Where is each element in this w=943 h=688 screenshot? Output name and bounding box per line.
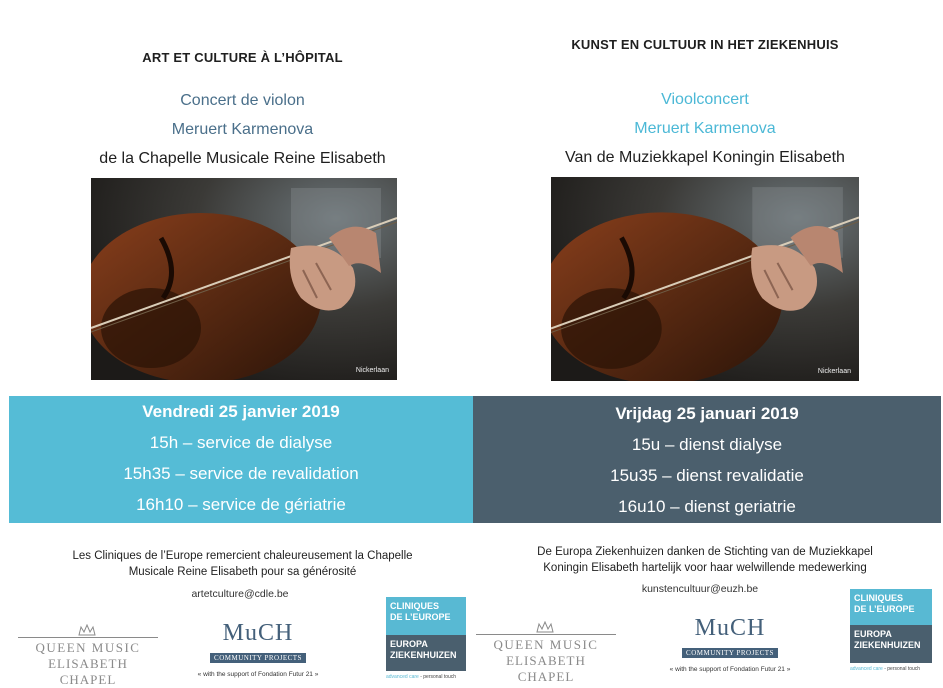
left-thanks-line-1: Les Cliniques de l’Europe remercient chaleureusement la Chapelle: [72, 550, 413, 562]
left-performer: Meruert Karmenova: [171, 121, 314, 138]
cdle-tag-a: advanced care: [850, 666, 883, 672]
queen-logo-rule: [18, 637, 158, 638]
left-violin-photo: [91, 178, 397, 380]
queen-logo-line-2: ELISABETH CHAPEL: [506, 653, 586, 684]
left-session-2: 15h35 – service de revalidation: [123, 464, 359, 483]
cdle-tag-b: - personal touch: [418, 674, 457, 680]
left-cdle-logo: [386, 597, 466, 680]
cdle-bottom-block: [386, 635, 466, 671]
cdle-tagline: [850, 663, 932, 672]
cdle-top-line-1: CLINIQUES: [854, 593, 904, 603]
left-schedule-band: [9, 396, 473, 523]
right-session-3: 16u10 – dienst geriatrie: [618, 497, 796, 516]
left-email-link[interactable]: artetculture@cdle.be: [191, 588, 289, 600]
right-queen-music-logo: [476, 625, 616, 685]
cdle-bottom-block: [850, 625, 932, 663]
violin-illustration: [91, 178, 397, 380]
right-violin-photo: [551, 177, 859, 381]
right-session-1: 15u – dienst dialyse: [631, 435, 783, 454]
crown-icon: [536, 621, 554, 633]
left-queen-music-logo: [18, 628, 158, 688]
queen-logo-line-1: QUEEN MUSIC: [493, 637, 599, 652]
much-title: MuCH: [694, 615, 766, 641]
right-subtitle: Van de Muziekkapel Koningin Elisabeth: [565, 149, 845, 166]
queen-logo-line-1: QUEEN MUSIC: [35, 640, 141, 655]
much-support: « with the support of Fondation Futur 21 »: [197, 671, 319, 678]
cdle-bottom-line-1: EUROPA: [854, 629, 892, 639]
left-session-1: 15h – service de dialyse: [149, 433, 333, 452]
left-subtitle: de la Chapelle Musicale Reine Elisabeth: [99, 150, 386, 167]
right-session-2: 15u35 – dienst revalidatie: [610, 466, 804, 485]
crown-icon: [78, 624, 96, 636]
left-thanks-line-2: Musicale Reine Elisabeth pour sa générosité: [128, 566, 357, 578]
left-date: Vendredi 25 janvier 2019: [142, 402, 340, 421]
much-subtitle: COMMUNITY PROJECTS: [682, 648, 778, 658]
right-cdle-logo: [850, 589, 932, 672]
left-photo-credit: Nickerlaan: [355, 367, 389, 374]
cdle-bottom-line-2: ZIEKENHUIZEN: [390, 650, 457, 660]
cdle-top-block: [386, 597, 466, 635]
right-thanks-line-1: De Europa Ziekenhuizen danken de Stichting van de Muziekkapel: [537, 546, 873, 558]
right-email-link[interactable]: kunstencultuur@euzh.be: [641, 583, 759, 595]
cdle-bottom-line-1: EUROPA: [390, 639, 428, 649]
right-thanks-line-2: Koningin Elisabeth hartelijk voor haar welwillende medewerking: [543, 562, 867, 574]
cdle-tag-b: - personal touch: [882, 666, 921, 672]
much-support: « with the support of Fondation Futur 21 »: [669, 666, 791, 673]
much-subtitle: COMMUNITY PROJECTS: [210, 653, 306, 663]
right-schedule-band: [473, 396, 941, 523]
cdle-tagline: [386, 671, 466, 680]
right-much-logo: [655, 615, 805, 673]
right-concert-title: Vioolconcert: [661, 91, 749, 108]
right-performer: Meruert Karmenova: [634, 120, 776, 137]
cdle-top-line-1: CLINIQUES: [390, 601, 440, 611]
left-thanks: [20, 548, 465, 580]
right-date: Vrijdag 25 januari 2019: [615, 404, 799, 423]
cdle-top-line-2: DE L’EUROPE: [854, 604, 915, 614]
violin-illustration: [551, 177, 859, 381]
right-photo-credit: Nickerlaan: [817, 368, 851, 375]
cdle-bottom-line-2: ZIEKENHUIZEN: [854, 640, 921, 650]
left-session-3: 16h10 – service de gériatrie: [136, 495, 346, 514]
cdle-top-line-2: DE L’EUROPE: [390, 612, 451, 622]
much-title: MuCH: [222, 620, 294, 646]
queen-logo-rule: [476, 634, 616, 635]
right-heading: KUNST EN CULTUUR IN HET ZIEKENHUIS: [571, 37, 839, 52]
queen-logo-line-2: ELISABETH CHAPEL: [48, 656, 128, 687]
left-concert-title: Concert de violon: [180, 92, 305, 109]
cdle-top-block: [850, 589, 932, 625]
cdle-tag-a: advanced care: [386, 674, 419, 680]
left-much-logo: [183, 620, 333, 678]
right-thanks: [485, 544, 925, 576]
left-heading: ART ET CULTURE À L’HÔPITAL: [142, 50, 343, 65]
